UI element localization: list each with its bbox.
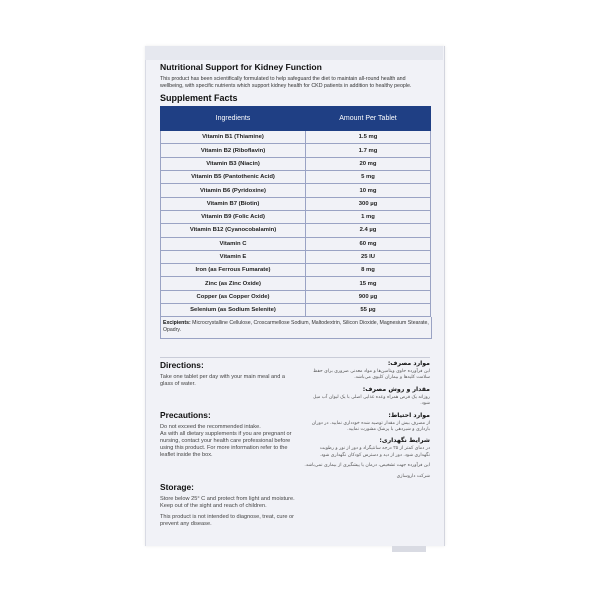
table-row	[161, 157, 431, 170]
box-bottom-tab	[392, 546, 426, 552]
box-content	[160, 62, 430, 339]
fa-note-text: این فرآورده جهت تشخیص، درمان یا پیشگیری از بیماری نمی‌باشد.	[304, 463, 430, 469]
excipients-label: Excipients:	[163, 320, 191, 327]
precautions-text-1: Do not exceed the recommended intake.	[160, 424, 261, 430]
english-sections	[160, 360, 296, 528]
product-intro: This product has been scientifically formulated to help safeguard the diet to maintain all-round health and wellbeing, with specific nutrients which support kidney health for CKD patients in addition to healthy people.	[160, 76, 412, 89]
fa-dosage-text: روزانه یک قرص همراه وعده غذایی اصلی با یک لیوان آب میل شود.	[312, 394, 430, 407]
storage-text-2: Keep out of the sight and reach of children.	[160, 502, 267, 509]
amount-cell: 60 mg	[306, 237, 431, 250]
directions-title: Directions:	[160, 360, 204, 370]
amount-cell: 1 mg	[306, 210, 431, 223]
amount-cell: 15 mg	[306, 277, 431, 290]
supplement-facts-table	[160, 106, 431, 317]
table-row	[161, 237, 431, 250]
table-row	[161, 171, 431, 184]
ingredient-cell: Iron (as Ferrous Fumarate)	[161, 264, 306, 277]
table-row	[161, 264, 431, 277]
table-row	[161, 277, 431, 290]
excipients	[160, 317, 432, 338]
amount-cell: 2.4 µg	[306, 224, 431, 237]
table-row	[161, 290, 431, 303]
table-row	[161, 197, 431, 210]
fa-usage-title: موارد مصرف:	[387, 360, 430, 367]
amount-cell: 25 IU	[306, 250, 431, 263]
divider	[160, 357, 430, 358]
amount-cell: 8 mg	[306, 264, 431, 277]
amount-cell: 10 mg	[306, 184, 431, 197]
column-header-amount: Amount Per Tablet	[306, 107, 431, 131]
table-row	[161, 184, 431, 197]
fa-dosage-title: مقدار و روش مصرف:	[362, 385, 430, 393]
ingredient-cell: Vitamin B7 (Biotin)	[161, 197, 306, 210]
ingredient-cell: Vitamin E	[161, 250, 306, 263]
ingredient-cell: Vitamin B2 (Riboflavin)	[161, 144, 306, 157]
table-row	[161, 224, 431, 237]
amount-cell: 1.7 mg	[306, 144, 431, 157]
fa-storage-text: در دمای کمتر از ۲۵ درجه سانتیگراد و دور از نور و رطوبت نگهداری شود. دور از دید و دسترس کودکان نگهداری شود.	[319, 446, 430, 458]
fa-storage-title: شرایط نگهداری:	[379, 437, 430, 445]
precautions-text-2: As with all dietary supplements if you are pregnant or nursing, contact your health care professional before using this product. For more information refer to the leaflet inside the box.	[160, 430, 292, 458]
ingredient-cell: Vitamin B6 (Pyridoxine)	[161, 184, 306, 197]
table-row	[161, 131, 431, 144]
ingredient-cell: Vitamin B5 (Pantothenic Acid)	[161, 171, 306, 184]
ingredient-cell: Vitamin B1 (Thiamine)	[161, 131, 306, 144]
ingredient-cell: Vitamin B3 (Niacin)	[161, 157, 306, 170]
directions-text: Take one tablet per day with your main meal and a glass of water.	[160, 374, 285, 387]
ingredient-cell: Vitamin B12 (Cyanocobalamin)	[161, 224, 306, 237]
amount-cell: 20 mg	[306, 157, 431, 170]
fa-company: شرکت داروسازی	[396, 473, 430, 479]
amount-cell: 900 µg	[306, 290, 431, 303]
table-body	[161, 131, 431, 317]
storage-disclaimer: This product is not intended to diagnose, treat, cure or prevent any disease.	[160, 513, 295, 527]
amount-cell: 1.5 mg	[306, 131, 431, 144]
fa-usage-text: این فرآورده حاوی ویتامین‌ها و مواد معدنی ضروری برای حفظ سلامت کلیه‌ها و بیماران کلیوی می‌باشد.	[313, 369, 430, 381]
ingredient-cell: Vitamin B9 (Folic Acid)	[161, 210, 306, 223]
table-row	[161, 250, 431, 263]
amount-cell: 300 µg	[306, 197, 431, 210]
amount-cell: 5 mg	[306, 171, 431, 184]
amount-cell: 55 µg	[306, 304, 431, 317]
fa-caution-title: موارد احتیاط:	[388, 411, 430, 419]
ingredient-cell: Zinc (as Zinc Oxide)	[161, 277, 306, 290]
box-top-flap	[145, 46, 443, 60]
column-header-ingredients: Ingredients	[161, 107, 306, 131]
precautions-title: Precautions:	[160, 410, 211, 420]
product-title: Nutritional Support for Kidney Function	[160, 62, 322, 72]
fa-caution-text: از مصرف بیش از مقدار توصیه شده خودداری نمایید. در دوران بارداری و شیردهی با پزشک مشورت نمایید.	[311, 420, 430, 433]
storage-title: Storage:	[160, 482, 194, 492]
storage-text-1: Store below 25° C and protect from light and moisture.	[160, 496, 295, 502]
table-row	[161, 304, 431, 317]
table-row	[161, 210, 431, 223]
persian-sections	[304, 360, 430, 484]
table-row	[161, 144, 431, 157]
ingredient-cell: Copper (as Copper Oxide)	[161, 290, 306, 303]
ingredient-cell: Selenium (as Sodium Selenite)	[161, 304, 306, 317]
ingredient-cell: Vitamin C	[161, 237, 306, 250]
excipients-text: Microcrystalline Cellulose, Croscarmellose Sodium, Maltodextrin, Silicon Dioxide, Magnesium Stearate, Opadry.	[163, 320, 429, 333]
supplement-facts-title: Supplement Facts	[160, 93, 238, 104]
table-header-row	[161, 107, 431, 131]
